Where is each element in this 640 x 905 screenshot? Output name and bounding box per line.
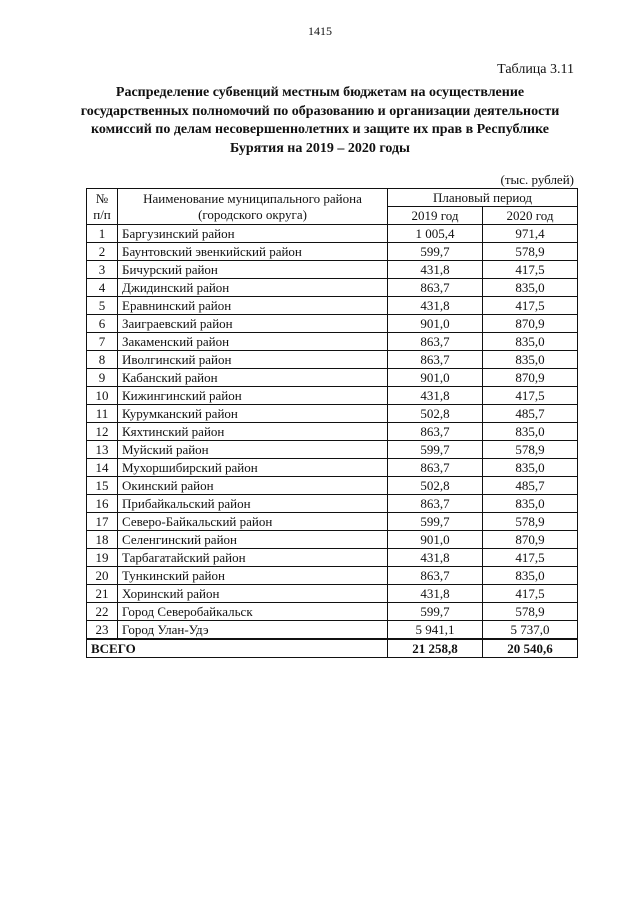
row-2019: 431,8 bbox=[388, 549, 483, 567]
row-number: 18 bbox=[87, 531, 118, 549]
row-number: 8 bbox=[87, 351, 118, 369]
row-number: 9 bbox=[87, 369, 118, 387]
row-2019: 863,7 bbox=[388, 333, 483, 351]
row-name: Джидинский район bbox=[118, 279, 388, 297]
row-name: Муйский район bbox=[118, 441, 388, 459]
table-row bbox=[87, 243, 578, 261]
table-row bbox=[87, 333, 578, 351]
row-2020: 578,9 bbox=[483, 603, 578, 621]
row-2019: 502,8 bbox=[388, 405, 483, 423]
table-row bbox=[87, 297, 578, 315]
table-row bbox=[87, 531, 578, 549]
row-name: Еравнинский район bbox=[118, 297, 388, 315]
row-number: 15 bbox=[87, 477, 118, 495]
row-number: 5 bbox=[87, 297, 118, 315]
table-row bbox=[87, 585, 578, 603]
table-header bbox=[87, 189, 578, 225]
row-2019: 431,8 bbox=[388, 585, 483, 603]
row-number: 10 bbox=[87, 387, 118, 405]
table-row bbox=[87, 567, 578, 585]
table-row bbox=[87, 369, 578, 387]
row-number: 20 bbox=[87, 567, 118, 585]
row-number: 3 bbox=[87, 261, 118, 279]
document-title: Распределение субвенций местным бюджетам на осуществление государственных полномочий по образованию и организации деятельности комиссий по делам несовершеннолетних и защите их прав в Республике Бурятия на 2019 – 2020 годы bbox=[80, 85, 560, 156]
table-row bbox=[87, 513, 578, 531]
row-name: Бичурский район bbox=[118, 261, 388, 279]
header-year-2020: 2020 год bbox=[483, 207, 578, 225]
row-name: Кабанский район bbox=[118, 369, 388, 387]
row-2019: 599,7 bbox=[388, 513, 483, 531]
row-number: 13 bbox=[87, 441, 118, 459]
row-2020: 485,7 bbox=[483, 405, 578, 423]
row-name: Окинский район bbox=[118, 477, 388, 495]
row-2020: 971,4 bbox=[483, 225, 578, 243]
table-row bbox=[87, 387, 578, 405]
row-2020: 417,5 bbox=[483, 297, 578, 315]
table-row bbox=[87, 441, 578, 459]
row-2019: 599,7 bbox=[388, 243, 483, 261]
row-name: Кижингинский район bbox=[118, 387, 388, 405]
row-2019: 863,7 bbox=[388, 423, 483, 441]
row-number: 6 bbox=[87, 315, 118, 333]
row-number: 19 bbox=[87, 549, 118, 567]
table-row bbox=[87, 351, 578, 369]
subvention-table bbox=[86, 188, 578, 658]
table-row bbox=[87, 261, 578, 279]
row-number: 1 bbox=[87, 225, 118, 243]
row-2020: 835,0 bbox=[483, 423, 578, 441]
table-row bbox=[87, 495, 578, 513]
row-2020: 835,0 bbox=[483, 351, 578, 369]
table-row bbox=[87, 621, 578, 640]
row-name: Мухоршибирский район bbox=[118, 459, 388, 477]
row-number: 21 bbox=[87, 585, 118, 603]
row-2019: 901,0 bbox=[388, 315, 483, 333]
row-2020: 417,5 bbox=[483, 261, 578, 279]
row-name: Прибайкальский район bbox=[118, 495, 388, 513]
table-row bbox=[87, 405, 578, 423]
row-2020: 485,7 bbox=[483, 477, 578, 495]
row-2019: 863,7 bbox=[388, 495, 483, 513]
row-2019: 431,8 bbox=[388, 261, 483, 279]
row-2019: 863,7 bbox=[388, 459, 483, 477]
row-2020: 578,9 bbox=[483, 513, 578, 531]
row-2020: 417,5 bbox=[483, 387, 578, 405]
row-2019: 901,0 bbox=[388, 369, 483, 387]
row-2019: 431,8 bbox=[388, 297, 483, 315]
row-name: Хоринский район bbox=[118, 585, 388, 603]
row-name: Город Улан-Удэ bbox=[118, 621, 388, 640]
row-2020: 417,5 bbox=[483, 549, 578, 567]
total-2019: 21 258,8 bbox=[388, 639, 483, 658]
row-2020: 5 737,0 bbox=[483, 621, 578, 640]
row-2020: 870,9 bbox=[483, 369, 578, 387]
row-2019: 1 005,4 bbox=[388, 225, 483, 243]
table-footer bbox=[87, 639, 578, 658]
table-body bbox=[87, 225, 578, 640]
row-2019: 901,0 bbox=[388, 531, 483, 549]
row-2020: 870,9 bbox=[483, 531, 578, 549]
header-name-line2: (городского округа) bbox=[198, 206, 307, 222]
row-2019: 431,8 bbox=[388, 387, 483, 405]
row-2020: 417,5 bbox=[483, 585, 578, 603]
row-2020: 870,9 bbox=[483, 315, 578, 333]
header-name-line1: Наименование муниципального района bbox=[143, 190, 362, 206]
row-name: Тункинский район bbox=[118, 567, 388, 585]
row-2019: 599,7 bbox=[388, 603, 483, 621]
row-name: Северо-Байкальский район bbox=[118, 513, 388, 531]
header-name bbox=[118, 189, 388, 225]
total-row bbox=[87, 639, 578, 658]
row-name: Баунтовский эвенкийский район bbox=[118, 243, 388, 261]
table-label: Таблица 3.11 bbox=[497, 62, 574, 77]
header-number bbox=[87, 189, 118, 225]
table-row bbox=[87, 423, 578, 441]
row-2020: 835,0 bbox=[483, 495, 578, 513]
table-row bbox=[87, 549, 578, 567]
row-number: 17 bbox=[87, 513, 118, 531]
header-year-2019: 2019 год bbox=[388, 207, 483, 225]
row-2020: 578,9 bbox=[483, 243, 578, 261]
row-number: 2 bbox=[87, 243, 118, 261]
row-name: Селенгинский район bbox=[118, 531, 388, 549]
row-2019: 863,7 bbox=[388, 567, 483, 585]
row-number: 23 bbox=[87, 621, 118, 640]
row-number: 4 bbox=[87, 279, 118, 297]
total-label: ВСЕГО bbox=[87, 639, 388, 658]
row-2019: 863,7 bbox=[388, 279, 483, 297]
row-number: 22 bbox=[87, 603, 118, 621]
row-number: 14 bbox=[87, 459, 118, 477]
header-number-line2: п/п bbox=[93, 206, 111, 222]
row-2019: 5 941,1 bbox=[388, 621, 483, 640]
row-name: Кяхтинский район bbox=[118, 423, 388, 441]
table-row bbox=[87, 279, 578, 297]
row-2020: 578,9 bbox=[483, 441, 578, 459]
row-name: Заиграевский район bbox=[118, 315, 388, 333]
row-number: 11 bbox=[87, 405, 118, 423]
row-2019: 502,8 bbox=[388, 477, 483, 495]
page-number: 1415 bbox=[308, 24, 332, 38]
row-2019: 863,7 bbox=[388, 351, 483, 369]
row-number: 16 bbox=[87, 495, 118, 513]
row-2020: 835,0 bbox=[483, 567, 578, 585]
row-name: Тарбагатайский район bbox=[118, 549, 388, 567]
row-number: 12 bbox=[87, 423, 118, 441]
header-period: Плановый период bbox=[388, 189, 578, 207]
row-name: Иволгинский район bbox=[118, 351, 388, 369]
row-name: Баргузинский район bbox=[118, 225, 388, 243]
units-label: (тыс. рублей) bbox=[500, 172, 574, 187]
total-2020: 20 540,6 bbox=[483, 639, 578, 658]
row-name: Закаменский район bbox=[118, 333, 388, 351]
row-2020: 835,0 bbox=[483, 459, 578, 477]
row-2020: 835,0 bbox=[483, 279, 578, 297]
row-name: Город Северобайкальск bbox=[118, 603, 388, 621]
row-2019: 599,7 bbox=[388, 441, 483, 459]
table-row bbox=[87, 603, 578, 621]
table-row bbox=[87, 315, 578, 333]
row-name: Курумканский район bbox=[118, 405, 388, 423]
header-number-line1: № bbox=[95, 190, 109, 206]
table-row bbox=[87, 477, 578, 495]
table-row bbox=[87, 225, 578, 243]
row-2020: 835,0 bbox=[483, 333, 578, 351]
table-row bbox=[87, 459, 578, 477]
row-number: 7 bbox=[87, 333, 118, 351]
